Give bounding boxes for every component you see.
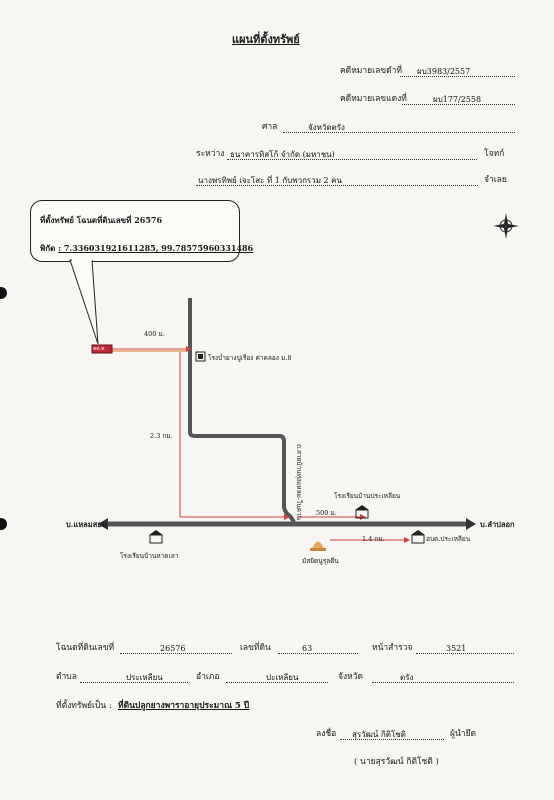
school-hat-icon [149, 530, 163, 543]
status-value: ที่ดินปลูกยางพาราอายุประมาณ 5 ปี [118, 701, 250, 711]
signer-role: ผู้นำยึด [450, 729, 477, 739]
between-label: ระหว่าง [196, 149, 225, 159]
sign-label: ลงชื่อ [316, 729, 337, 739]
school-hat-label: โรงเรียนบ้านหาดเลา [120, 552, 179, 560]
amphoe-label: อำเภอ [196, 672, 220, 682]
survey-line [416, 653, 514, 654]
status-label: ที่ตั้งทรัพย์เป็น : [56, 701, 112, 711]
plaintiff-label: โจทก์ [484, 149, 505, 159]
office-label: อบต.ประเหลียน [426, 535, 471, 543]
land-label: โฉนดที่ดินเลขที่ [56, 643, 115, 653]
land-line [120, 653, 232, 654]
vertical-road [190, 298, 294, 522]
defendant-label: จำเลย [484, 175, 507, 185]
tambon-label: ตำบล [56, 672, 77, 682]
survey-value: 3521 [446, 644, 467, 653]
court-label: ศาล [262, 122, 278, 132]
rubber-factory-label: โรงบ่ำยางปูเรือง ค่าคลอง ม.8 [208, 354, 292, 362]
dist-400-label: 400 ม. [144, 330, 165, 338]
defendant-value: นางพรทิพย์ เจะโสะ ที่ 1 กับพวกรวม 2 คน [198, 176, 342, 185]
court-value: จังหวัดตรัง [308, 123, 345, 132]
coord-label: พิกัด [40, 243, 56, 253]
tambon-value: ประเหลียน [126, 673, 163, 682]
province-value: ตรัง [400, 673, 414, 682]
coord-value: : 7.336031921611285, 99.78575960331486 [58, 243, 254, 253]
arrow-right-icon [466, 518, 476, 530]
office-icon [411, 530, 425, 543]
callout-pointer [70, 260, 98, 344]
survey-label: หน้าสำรวจ [372, 643, 413, 653]
amphoe-value: ปะเหลียน [266, 673, 299, 682]
land-no-value: 63 [302, 644, 313, 653]
land-no-label: เลขที่ดิน [240, 643, 271, 653]
dist-500-label: 500 ม. [316, 509, 337, 517]
province-label: จังหวัด [338, 672, 364, 682]
sign-line [340, 739, 444, 740]
page-title: แผนที่ตั้งทรัพย์ [232, 33, 300, 46]
marker-label: คด.ท [93, 346, 105, 352]
province-line [372, 682, 514, 683]
black-case-value: ผบ3983/2557 [417, 67, 471, 76]
land-no-line [278, 653, 358, 654]
factory-icon [196, 352, 205, 361]
red-case-value: ผบ177/2558 [433, 95, 482, 104]
callout-deed-line: ที่ตั้งทรัพย์ โฉนดที่ดินเลขที่ 26576 [40, 215, 163, 225]
plaintiff-value: ธนาคารทิสโก้ จำกัด (มหาชน) [230, 150, 335, 159]
black-case-label: คดีหมายเลขดำที่ [340, 66, 402, 76]
dist-23-label: 2.3 กม. [150, 432, 173, 440]
signer-name: ( นายสุรวัฒน์ กิติโชติ ) [354, 757, 439, 767]
red-case-label: คดีหมายเลขแดงที่ [340, 94, 407, 104]
tambon-line [80, 682, 188, 683]
school-pra-label: โรงเรียนบ้านประเหลียน [334, 492, 401, 500]
vertical-road-label: ถ.สายบ้านทุ่งแหลม-ในควน [295, 444, 303, 521]
amphoe-line [226, 682, 328, 683]
road-right-label: บ.ลำปลอก [480, 520, 515, 529]
signature: สุรวัฒน์ กิติโชติ [352, 730, 406, 739]
mosque-icon [312, 542, 324, 550]
dist-14-label: 1.4 กม. [362, 535, 385, 543]
road-left-label: บ.แหลมสอม [66, 520, 107, 529]
mosque-label: มัสยิดนูรุลดีน [302, 557, 339, 565]
land-value: 26576 [160, 644, 186, 653]
